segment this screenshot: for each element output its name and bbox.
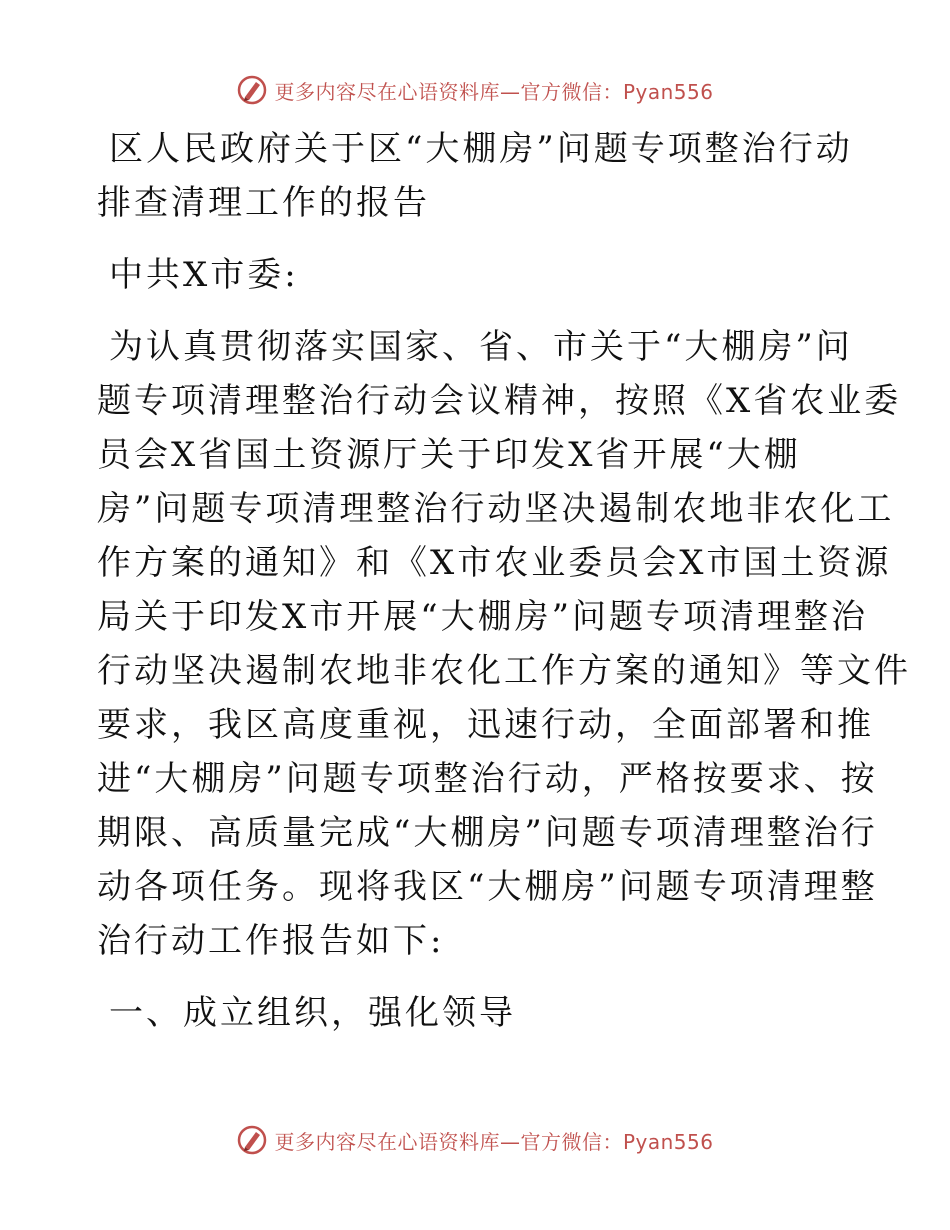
paragraph-line: 进“大棚房”问题专项整治行动，严格按要求、按 [97,759,878,799]
paragraph-line: 为认真贯彻落实国家、省、市关于“大棚房”问 [109,327,853,367]
paragraph-line: 要求，我区高度重视，迅速行动，全面部署和推 [97,705,874,745]
paragraph-line: 期限、高质量完成“大棚房”问题专项清理整治行 [97,813,878,853]
watermark-text: 更多内容尽在心语资料库—官方微信：Pyan556 [274,79,714,104]
paragraph-line: 作方案的通知》和《X市农业委员会X市国土资源 [97,543,892,583]
section-heading: 一、成立组织，强化领导 [109,993,516,1033]
paragraph-line: 动各项任务。现将我区“大棚房”问题专项清理整 [97,867,878,907]
watermark-top [0,70,950,110]
document-body [97,122,911,1040]
salutation: 中共X市委: [109,255,299,295]
watermark-text: 更多内容尽在心语资料库—官方微信：Pyan556 [274,1129,714,1154]
paragraph-line: 行动坚决遏制农地非农化工作方案的通知》等文件 [97,651,911,691]
paragraph-line: 局关于印发X市开展“大棚房”问题专项清理整治 [97,597,868,637]
watermark-bottom [0,1120,950,1160]
pen-logo-icon [236,74,268,106]
paragraph-line: 员会X省国土资源厅关于印发X省开展“大棚 [97,435,801,475]
pen-logo-icon [236,1124,268,1156]
document-title-line-1: 区人民政府关于区“大棚房”问题专项整治行动 [109,129,853,169]
paragraph-line: 治行动工作报告如下: [97,921,445,961]
paragraph-line: 房”问题专项清理整治行动坚决遏制农地非农化工 [97,489,895,529]
document-title-line-2: 排查清理工作的报告 [97,183,430,223]
paragraph-line: 题专项清理整治行动会议精神，按照《X省农业委 [97,381,902,421]
